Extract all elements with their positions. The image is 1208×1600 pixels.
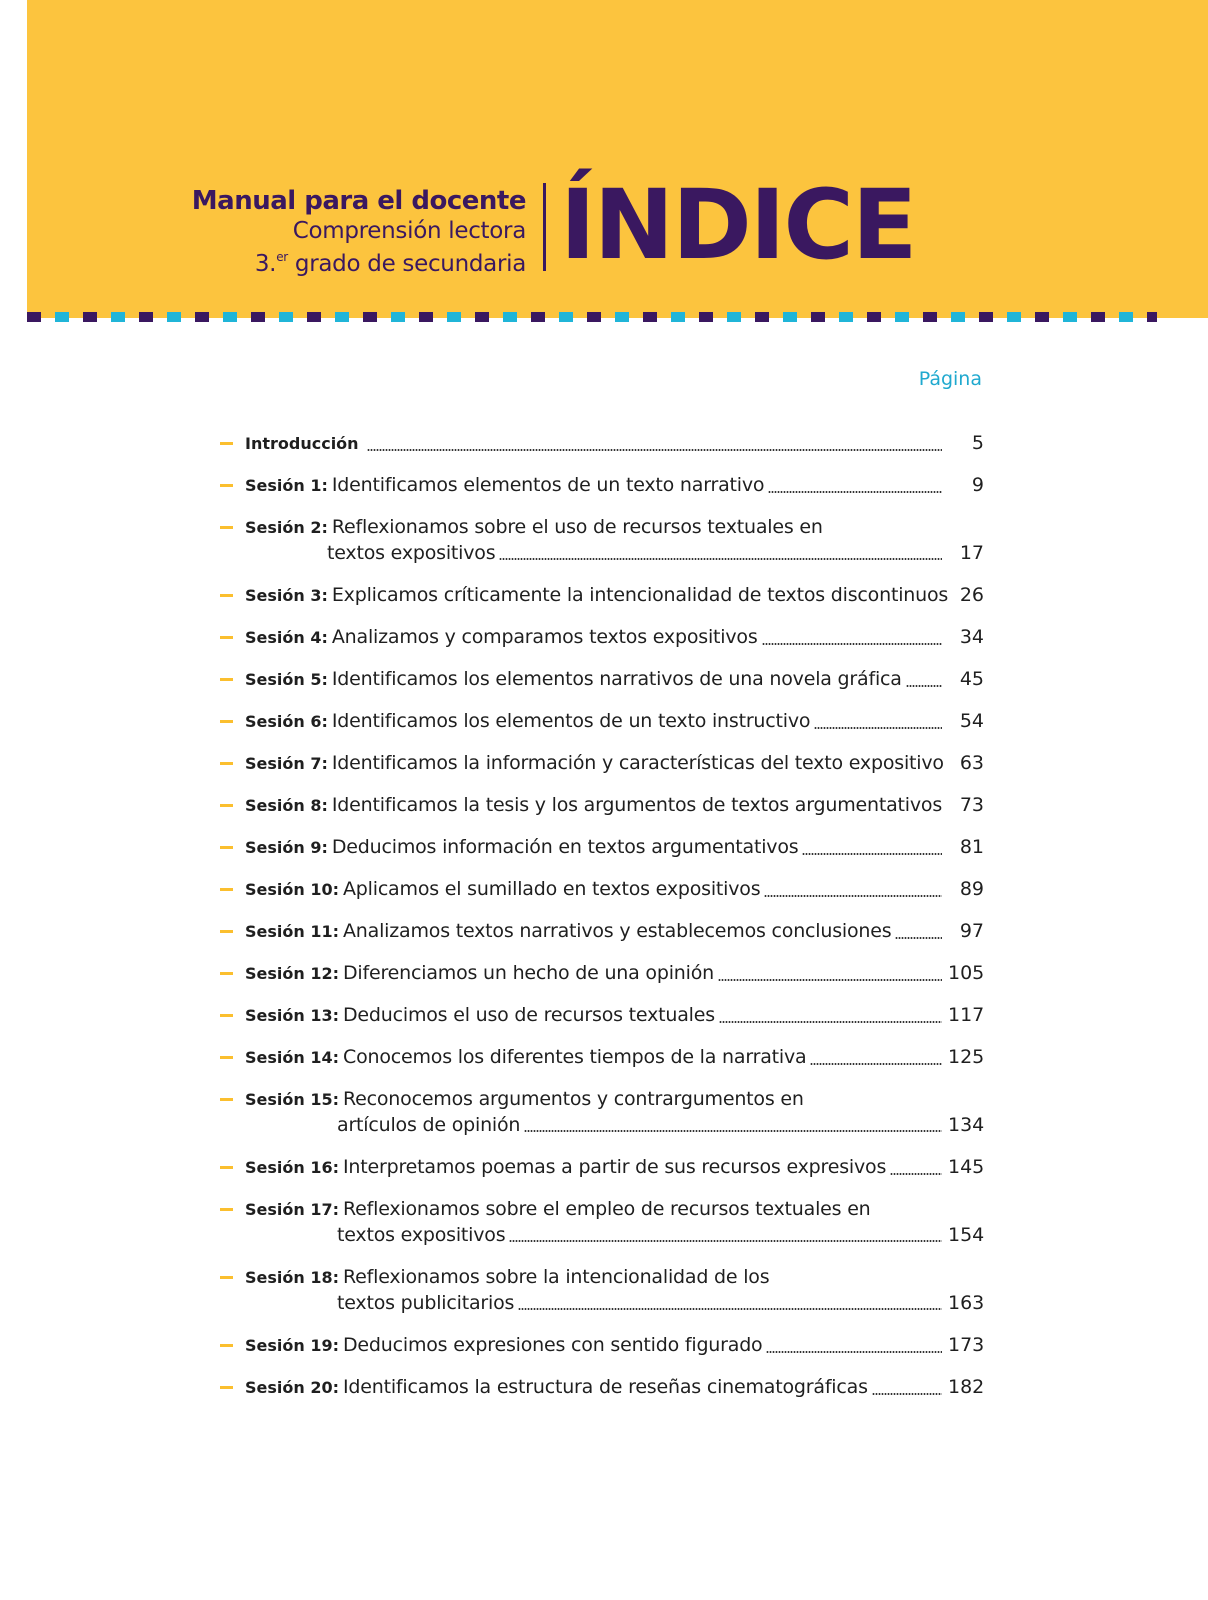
- leader-dots: [814, 726, 942, 730]
- leader-dots: [719, 1020, 942, 1024]
- entry-title-continuation: textos expositivos: [327, 542, 496, 564]
- page-number: 63: [959, 752, 984, 774]
- entry-title: Diferenciamos un hecho de una opinión: [343, 962, 714, 984]
- leader-dots: [718, 978, 942, 982]
- leader-dots: [895, 936, 942, 940]
- entry-title: Deducimos expresiones con sentido figurado: [343, 1334, 763, 1356]
- page-number: 182: [948, 1376, 985, 1398]
- bullet-dash-icon: [220, 1166, 233, 1169]
- entry-label: Sesión 2:: [245, 518, 328, 537]
- entry-label: Sesión 15:: [245, 1090, 339, 1109]
- bullet-dash-icon: [220, 1344, 233, 1347]
- entry-title: Analizamos textos narrativos y establecemos conclusiones: [343, 920, 892, 942]
- entry-title: Reconocemos argumentos y contrargumentos en: [343, 1088, 804, 1110]
- bullet-dash-icon: [220, 762, 233, 765]
- page-number: 125: [948, 1046, 985, 1068]
- bullet-dash-icon: [220, 678, 233, 681]
- subject-title: Comprensión lectora: [292, 218, 526, 244]
- leader-dots: [890, 1172, 942, 1176]
- bullet-dash-icon: [220, 484, 233, 487]
- entry-title-continuation: textos publicitarios: [337, 1292, 515, 1314]
- grade-title: 3.$^{er}$ grado de secundaria: [254, 250, 526, 277]
- entry-title-continuation: artículos de opinión: [337, 1114, 521, 1136]
- bullet-dash-icon: [220, 594, 233, 597]
- entry-label: Sesión 20:: [245, 1378, 339, 1397]
- title-divider: [543, 183, 546, 271]
- entry-label: Introducción: [245, 434, 359, 453]
- leader-dots: [872, 1392, 942, 1396]
- entry-label: Sesión 6:: [245, 712, 328, 731]
- leader-dots: [518, 1307, 942, 1311]
- page-number: 97: [959, 920, 984, 942]
- leader-dots: [524, 1129, 942, 1133]
- bullet-dash-icon: [220, 1208, 233, 1211]
- entry-label: Sesión 1:: [245, 476, 328, 495]
- bullet-dash-icon: [220, 888, 233, 891]
- entry-title: Identificamos elementos de un texto narrativo: [331, 474, 765, 496]
- page-number: 134: [948, 1114, 985, 1136]
- entry-title: Interpretamos poemas a partir de sus recursos expresivos: [343, 1156, 887, 1178]
- entry-label: Sesión 7:: [245, 754, 328, 773]
- bullet-dash-icon: [220, 1014, 233, 1017]
- page-number: 117: [948, 1004, 985, 1026]
- page-number: 173: [948, 1334, 985, 1356]
- bullet-dash-icon: [220, 1276, 233, 1279]
- entry-label: Sesión 13:: [245, 1006, 339, 1025]
- bullet-dash-icon: [220, 804, 233, 807]
- bullet-dash-icon: [220, 972, 233, 975]
- entry-title: Deducimos información en textos argumentativos: [331, 836, 799, 858]
- entry-label: Sesión 14:: [245, 1048, 339, 1067]
- entry-label: Sesión 19:: [245, 1336, 339, 1355]
- page-number: 17: [959, 542, 984, 564]
- page-number: 163: [948, 1292, 985, 1314]
- entry-label: Sesión 18:: [245, 1268, 339, 1287]
- page-number: 9: [971, 474, 984, 496]
- bullet-dash-icon: [220, 1386, 233, 1389]
- entry-title: Identificamos la tesis y los argumentos de textos argumentativos: [331, 794, 943, 816]
- leader-dots: [367, 448, 942, 452]
- entry-label: Sesión 4:: [245, 628, 328, 647]
- entry-label: Sesión 12:: [245, 964, 339, 983]
- page-column-heading: Página: [918, 368, 982, 390]
- page-number: 89: [959, 878, 984, 900]
- page-number: 5: [971, 432, 984, 454]
- bullet-dash-icon: [220, 1056, 233, 1059]
- entry-label: Sesión 9:: [245, 838, 328, 857]
- entry-title: Analizamos y comparamos textos expositivos: [331, 626, 758, 648]
- entry-title: Aplicamos el sumillado en textos expositivos: [343, 878, 761, 900]
- entry-title-continuation: textos expositivos: [337, 1224, 506, 1246]
- book-info: [192, 184, 526, 277]
- leader-dots: [499, 557, 942, 561]
- entry-title: Deducimos el uso de recursos textuales: [343, 1004, 715, 1026]
- bullet-dash-icon: [220, 720, 233, 723]
- page-title: ÍNDICE: [560, 169, 916, 281]
- entry-title: Identificamos la estructura de reseñas cinematográficas: [343, 1376, 868, 1398]
- entry-title: Conocemos los diferentes tiempos de la narrativa: [343, 1046, 807, 1068]
- leader-dots: [802, 852, 942, 856]
- manual-title: Manual para el docente: [191, 186, 526, 216]
- leader-dots: [766, 1350, 942, 1354]
- bullet-dash-icon: [220, 636, 233, 639]
- entry-title: Identificamos los elementos narrativos de una novela gráfica: [331, 668, 902, 690]
- decorative-dashed-stripe: [27, 312, 1157, 322]
- bullet-dash-icon: [220, 930, 233, 933]
- leader-dots: [509, 1239, 942, 1243]
- leader-dots: [768, 490, 942, 494]
- bullet-dash-icon: [220, 846, 233, 849]
- bullet-dash-icon: [220, 526, 233, 529]
- page-number: 45: [959, 668, 984, 690]
- entry-label: Sesión 8:: [245, 796, 328, 815]
- entry-label: Sesión 10:: [245, 880, 339, 899]
- leader-dots: [906, 684, 942, 688]
- leader-dots: [762, 642, 942, 646]
- entry-label: Sesión 17:: [245, 1200, 339, 1219]
- page-number: 26: [959, 584, 984, 606]
- entry-title: Identificamos la información y características del texto expositivo: [331, 752, 944, 774]
- entry-title: Reflexionamos sobre el empleo de recursos textuales en: [343, 1198, 871, 1220]
- entry-label: Sesión 5:: [245, 670, 328, 689]
- bullet-dash-icon: [220, 442, 233, 445]
- page-number: 154: [948, 1224, 985, 1246]
- entry-title: Reflexionamos sobre el uso de recursos textuales en: [331, 516, 823, 538]
- entry-title: Explicamos críticamente la intencionalidad de textos discontinuos: [331, 584, 949, 606]
- entry-label: Sesión 3:: [245, 586, 328, 605]
- page-number: 81: [959, 836, 984, 858]
- entry-title: Identificamos los elementos de un texto instructivo: [331, 710, 811, 732]
- entry-label: Sesión 16:: [245, 1158, 339, 1177]
- bullet-dash-icon: [220, 1098, 233, 1101]
- page-number: 73: [959, 794, 984, 816]
- page-number: 54: [959, 710, 984, 732]
- entry-label: Sesión 11:: [245, 922, 339, 941]
- entry-title: Reflexionamos sobre la intencionalidad de los: [343, 1266, 770, 1288]
- page-number: 105: [948, 962, 985, 984]
- leader-dots: [810, 1062, 942, 1066]
- page-number: 34: [959, 626, 984, 648]
- leader-dots: [764, 894, 942, 898]
- page-number: 145: [948, 1156, 985, 1178]
